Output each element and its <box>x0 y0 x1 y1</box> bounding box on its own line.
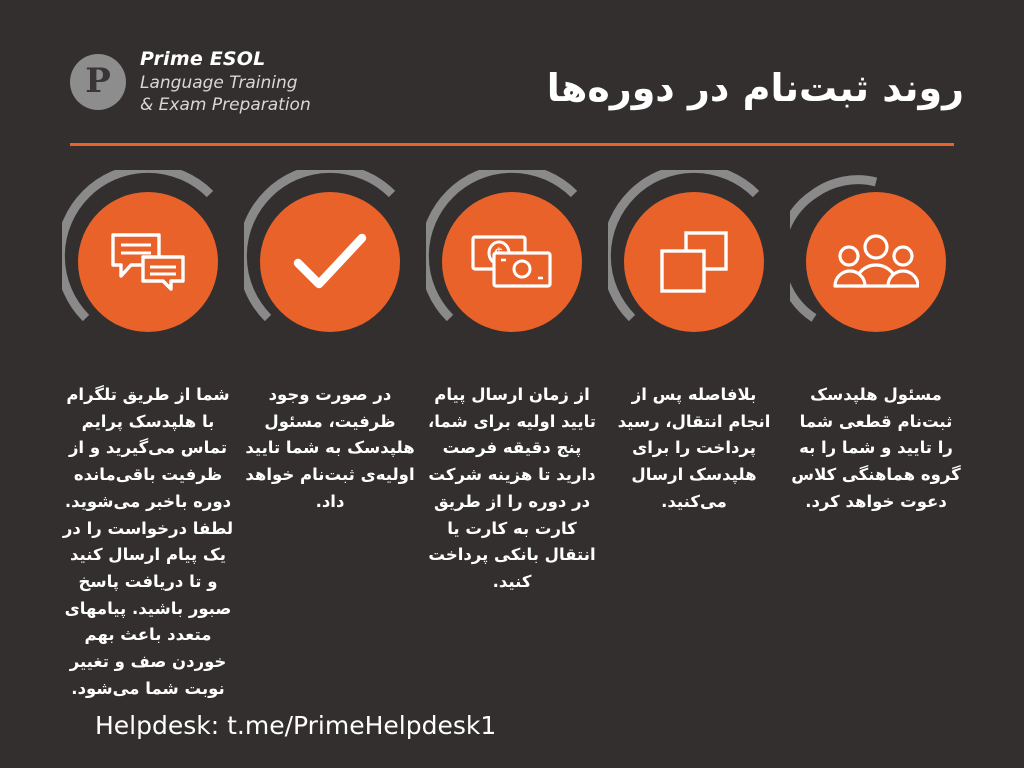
header-divider <box>70 143 954 146</box>
step-4-graphic <box>608 170 780 366</box>
step-4-caption: بلافاصله پس از انجام انتقال، رسید پرداخت را برای هلپدسک ارسال می‌کنید. <box>617 385 771 511</box>
step-3-circle <box>442 192 582 332</box>
logo-monogram-letter: P <box>85 60 111 101</box>
logo <box>70 48 311 116</box>
logo-text <box>140 48 311 116</box>
step-2 <box>244 170 416 730</box>
brand-tagline-line1: Language Training <box>140 72 298 93</box>
step-2-circle <box>260 192 400 332</box>
step-1-graphic <box>62 170 234 366</box>
step-1 <box>62 170 234 730</box>
steps-row <box>62 170 962 730</box>
step-5-caption: مسئول هلپدسک ثبت‌نام قطعی شما را تایید و شما را به گروه هماهنگی کلاس دعوت خواهد کرد. <box>791 385 961 511</box>
brand-name: Prime ESOL <box>140 48 266 70</box>
step-1-circle <box>78 192 218 332</box>
money-icon <box>470 233 554 291</box>
checkmark-icon <box>293 233 367 291</box>
step-5-circle <box>806 192 946 332</box>
brand-tagline-line2: & Exam Preparation <box>140 94 311 115</box>
header <box>0 40 1024 150</box>
step-2-graphic <box>244 170 416 366</box>
logo-monogram-icon <box>70 54 126 110</box>
step-4-circle <box>624 192 764 332</box>
helpdesk-link[interactable]: Helpdesk: t.me/PrimeHelpdesk1 <box>95 711 497 740</box>
step-3 <box>426 170 598 730</box>
step-3-caption: از زمان ارسال پیام تایید اولیه برای شما، پنج دقیقه فرصت دارید تا هزینه شرکت در دوره را از طریق کارت به کارت یا انتقال بانکی پرداخت کنید. <box>428 385 596 592</box>
step-2-caption: در صورت وجود ظرفیت، مسئول هلپدسک به شما تایید اولیه‌ی ثبت‌نام خواهد داد. <box>245 385 415 511</box>
chat-bubbles-icon <box>109 231 187 293</box>
page-title: روند ثبت‌نام در دوره‌ها <box>546 66 964 110</box>
step-5-graphic <box>790 170 962 366</box>
documents-icon <box>658 229 730 295</box>
step-4 <box>608 170 780 730</box>
users-group-icon <box>833 234 919 290</box>
step-5 <box>790 170 962 730</box>
step-3-graphic <box>426 170 598 366</box>
step-1-caption: شما از طریق تلگرام با هلپدسک پرایم تماس می‌گیرید و از ظرفیت باقی‌مانده دوره باخبر می‌شوید. لطفا درخواست را در یک پیام ارسال کنید و تا دریافت پاسخ صبور باشید. پیامهای متعدد باعث بهم خوردن صف و تغییر نوبت شما می‌شود. <box>62 385 234 698</box>
